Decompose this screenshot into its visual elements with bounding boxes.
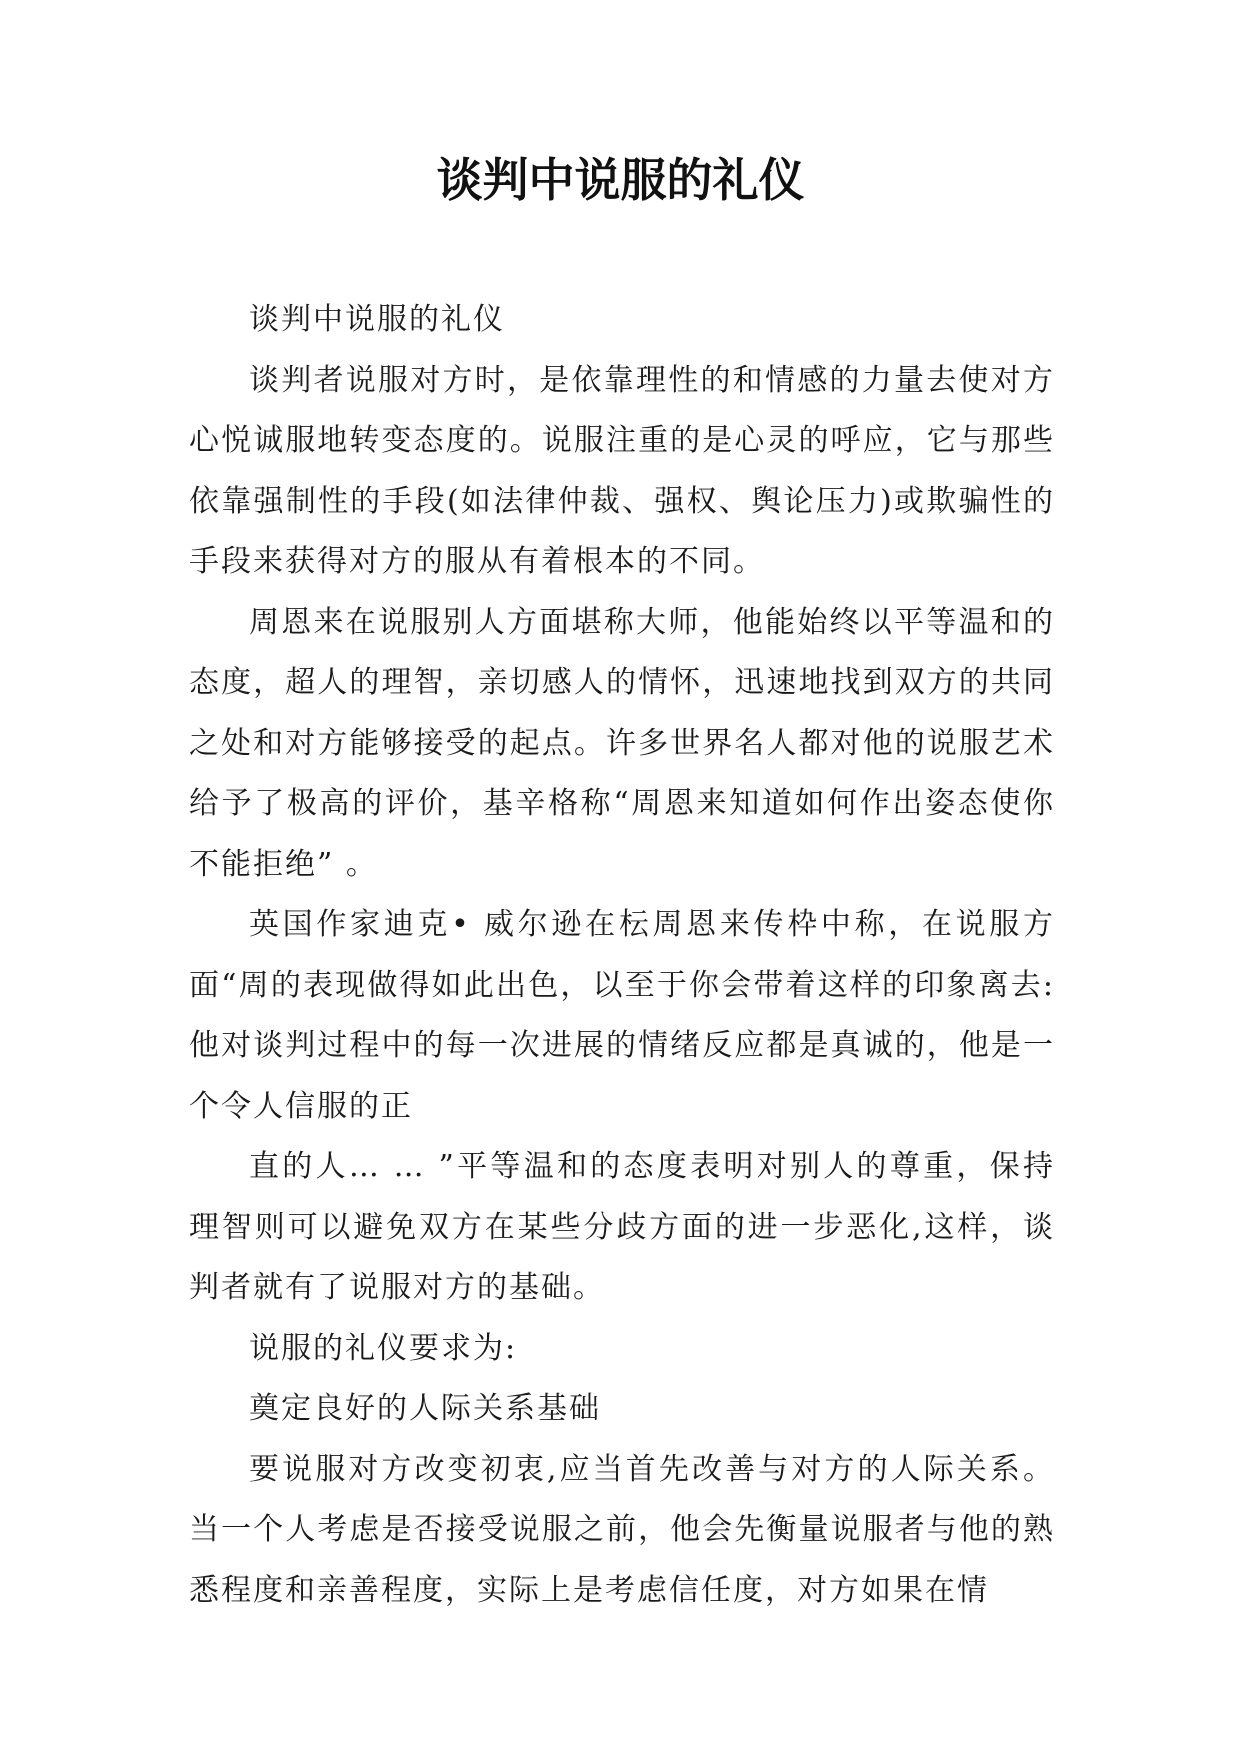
paragraph: 要说服对方改变初衷,应当首先改善与对方的人际关系。当一个人考虑是否接受说服之前，他会先衡量说服者与他的熟悉程度和亲善程度，实际上是考虑信任度，对方如果在情 — [189, 1451, 1055, 1608]
paragraph: 周恩来在说服别人方面堪称大师，他能始终以平等温和的态度，超人的理智，亲切感人的情怀，迅速地找到双方的共同之处和对方能够接受的起点。许多世界名人都对他的说服艺术给予了极高的评价，基辛格称“周恩来知道如何作出姿态使你不能拒绝” 。 — [189, 604, 1055, 882]
paragraph: 英国作家迪克• 威尔逊在枟周恩来传枠中称，在说服方面“周的表现做得如此出色，以至于你会带着这样的印象离去: 他对谈判过程中的每一次进展的情绪反应都是真诚的，他是一个令人信服的正 — [189, 907, 1055, 1124]
paragraph: 谈判者说服对方时，是依靠理性的和情感的力量去使对方心悦诚服地转变态度的。说服注重的是心灵的呼应，它与那些依靠强制性的手段(如法律仲裁、强权、舆论压力)或欺骗性的手段来获得对方的服从有着根本的不同。 — [189, 362, 1055, 579]
paragraph-heading: 说服的礼仪要求为: — [249, 1330, 518, 1366]
paragraph-subtitle: 谈判中说服的礼仪 — [249, 302, 505, 337]
document-title: 谈判中说服的礼仪 — [436, 153, 805, 207]
paragraph: 直的人… … ”平等温和的态度表明对别人的尊重，保持理智则可以避免双方在某些分歧方面的进一步恶化,这样，谈判者就有了说服对方的基础。 — [189, 1149, 1055, 1305]
paragraph-heading: 奠定良好的人际关系基础 — [249, 1391, 601, 1426]
document-body — [189, 290, 1055, 1621]
